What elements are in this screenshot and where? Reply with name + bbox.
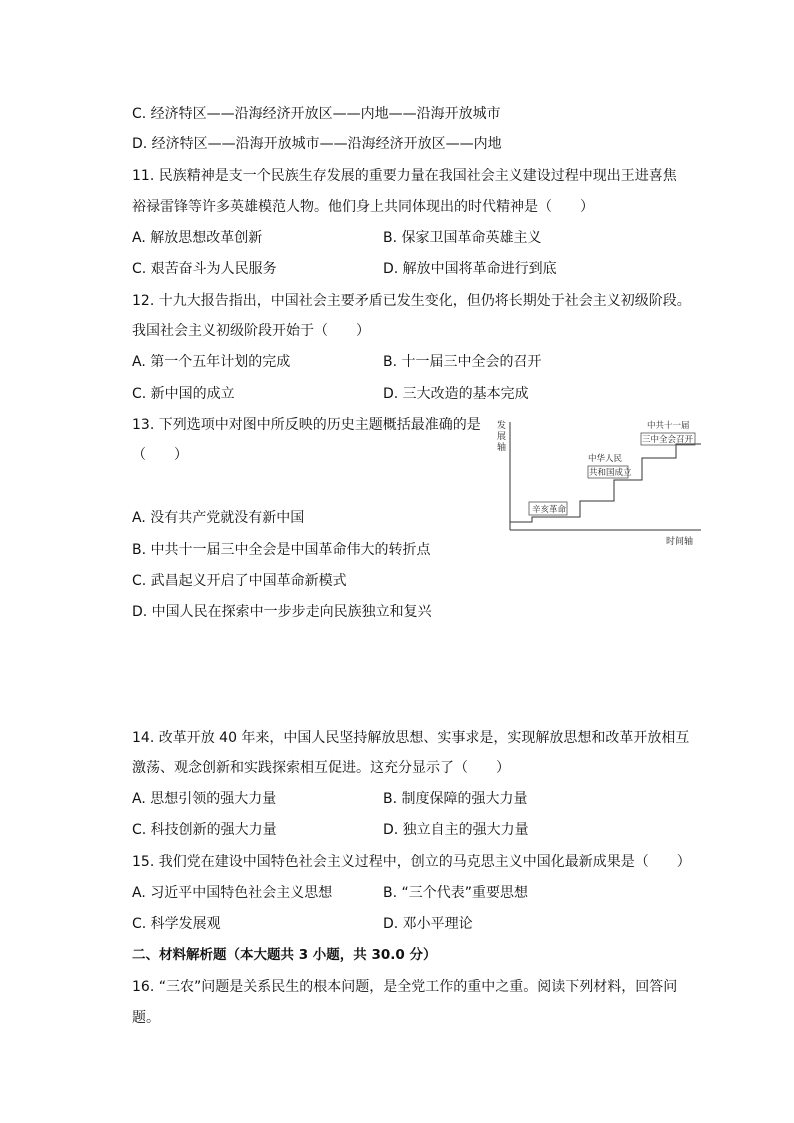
y-axis-label-1: 发 xyxy=(497,421,507,431)
q11-option-b: B. 保家卫国革命英雄主义 xyxy=(383,230,542,246)
q13-option-c: C. 武昌起义开启了中国革命新模式 xyxy=(132,573,347,589)
step2-label-line1: 中华人民 xyxy=(588,454,623,464)
history-staircase-diagram xyxy=(496,414,706,550)
x-axis-label: 时间轴 xyxy=(666,537,694,547)
q11-stem-line1: 11. 民族精神是支一个民族生存发展的重要力量在我国社会主义建设过程中现出王进喜焦 xyxy=(132,168,677,184)
q11-option-c: C. 艰苦奋斗为人民服务 xyxy=(132,261,277,277)
q13-option-d: D. 中国人民在探索中一步步走向民族独立和复兴 xyxy=(132,604,432,620)
q15-option-d: D. 邓小平理论 xyxy=(383,916,473,932)
step2-label-line2: 共和国成立 xyxy=(589,468,632,478)
q12-option-c: C. 新中国的成立 xyxy=(132,386,235,402)
q12-option-b: B. 十一届三中全会的召开 xyxy=(383,354,542,370)
q13-option-b: B. 中共十一届三中全会是中国革命伟大的转折点 xyxy=(132,542,431,558)
step3-label-line1: 中共十一届 xyxy=(647,421,690,431)
q14-stem-line2: 激荡、观念创新和实践探索相互促进。这充分显示了（ ） xyxy=(132,760,510,776)
q11-option-a: A. 解放思想改革创新 xyxy=(132,230,263,246)
q15-stem-line1: 15. 我们党在建设中国特色社会主义过程中，创立的马克思主义中国化最新成果是（ ） xyxy=(132,854,691,870)
q15-option-a: A. 习近平中国特色社会主义思想 xyxy=(132,885,333,901)
q13-option-a: A. 没有共产党就没有新中国 xyxy=(132,510,305,526)
q10-option-c: C. 经济特区——沿海经济开放区——内地——沿海开放城市 xyxy=(132,106,501,122)
q15-option-b: B. “三个代表”重要思想 xyxy=(383,885,529,901)
q14-option-c: C. 科技创新的强大力量 xyxy=(132,822,277,838)
q11-stem-line2: 裕禄雷锋等许多英雄模范人物。他们身上共同体现出的时代精神是（ ） xyxy=(132,199,594,215)
q14-option-a: A. 思想引领的强大力量 xyxy=(132,791,277,807)
q13-stem-line1: 13. 下列选项中对图中所反映的历史主题概括最准确的是 xyxy=(132,417,481,433)
q15-option-c: C. 科学发展观 xyxy=(132,916,221,932)
step1-label: 辛亥革命 xyxy=(532,505,567,515)
y-axis-label-3: 轴 xyxy=(497,443,507,453)
q16-stem-line1: 16. “三农”问题是关系民生的根本问题，是全党工作的重中之重。阅读下列材料，回答问 xyxy=(132,979,678,995)
q14-stem-line1: 14. 改革开放 40 年来，中国人民坚持解放思想、实事求是，实现解放思想和改革开放相互 xyxy=(132,730,690,746)
q12-stem-line1: 12. 十九大报告指出，中国社会主要矛盾已发生变化，但仍将长期处于社会主义初级阶段。 xyxy=(132,293,691,309)
q12-stem-line2: 我国社会主义初级阶段开始于（ ） xyxy=(132,323,370,339)
y-axis-label-2: 展 xyxy=(497,432,507,442)
step3-label-line2: 三中全会召开 xyxy=(642,435,694,445)
q11-option-d: D. 解放中国将革命进行到底 xyxy=(383,261,557,277)
q13-stem-line2: （ ） xyxy=(132,447,188,463)
q16-stem-line2: 题。 xyxy=(132,1010,160,1026)
q10-option-d: D. 经济特区——沿海开放城市——沿海经济开放区——内地 xyxy=(132,136,502,152)
q14-option-d: D. 独立自主的强大力量 xyxy=(383,822,529,838)
q12-option-a: A. 第一个五年计划的完成 xyxy=(132,354,291,370)
section-heading: 二、材料解析题（本大题共 3 小题，共 30.0 分） xyxy=(132,947,437,963)
q12-option-d: D. 三大改造的基本完成 xyxy=(383,386,529,402)
q14-option-b: B. 制度保障的强大力量 xyxy=(383,791,528,807)
